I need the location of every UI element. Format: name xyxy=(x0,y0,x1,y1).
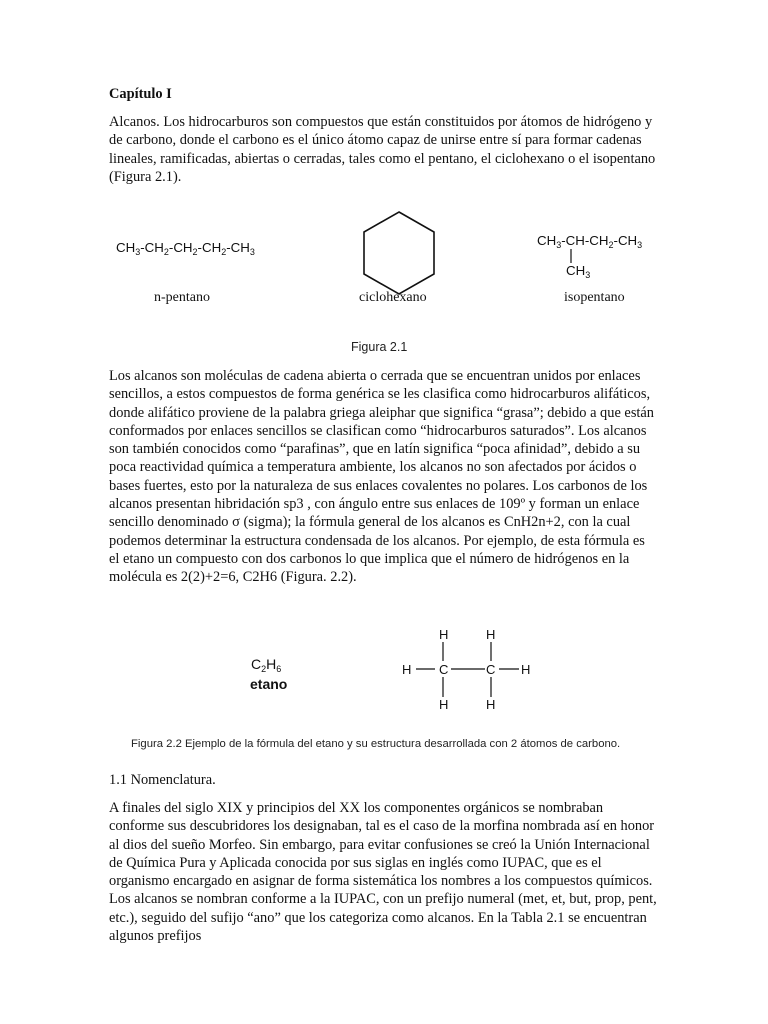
etano-atom-h-bottom-right: H xyxy=(486,697,496,712)
name-n-pentano: n-pentano xyxy=(154,290,210,305)
alkanes-paragraph: Los alcanos son moléculas de cadena abierta o cerrada que se encuentran unidos por enlaces sencillos, a estos compuestos de forma genérica se les clasifica como hidrocarburos alifáticos, donde alifático proviene de la palabra griega aleiphar que significa “grasa”; debido a que están conformados por enlaces sencillos se clasifican como “hidrocarburos saturados”. Los alcanos son también conocidos como “parafinas”, que en latín significa “poca afinidad”, debido a su poca reactividad química a temperatura ambiente, los alcanos no son afectados por ácidos o bases fuertes, esto por la naturaleza de sus enlaces covalentes no polares. Los carbonos de los alcanos presentan hibridación sp3 , con ángulo entre sus enlaces de 109º y forman un enlace sencillo denominado σ (sigma); la fórmula general de los alcanos es CnH2n+2, con la cual podemos determinar la estructura condensada de los alcanos. Por ejemplo, de esta fórmula es el etano un compuesto con dos carbonos lo que implica que el número de hidrógenos en la molécula es 2(2)+2=6, C2H6 (Figura. 2.2). xyxy=(109,368,654,586)
isopentano-formula: $CH_3-CH-CH_2-CH_3$ xyxy=(537,233,643,250)
etano-atom-c-left: C xyxy=(439,662,449,677)
name-ciclohexano: ciclohexano xyxy=(359,290,427,305)
name-isopentano: isopentano xyxy=(564,290,625,305)
intro-paragraph: Alcanos. Los hidrocarburos son compuestos que están constituidos por átomos de hidrógeno y de carbono, donde el carbono es el único átomo capaz de unirse entre sí para formar cadenas lineales, ramificadas, abiertas o cerradas, tales como el pentano, el ciclohexano o el isopentano (Figura 2.1). xyxy=(109,114,656,185)
etano-atom-h-top-right: H xyxy=(486,627,496,642)
etano-label: etano xyxy=(250,676,288,692)
nomenclature-paragraph: A finales del siglo XIX y principios del XX los componentes orgánicos se nombraban conforme sus descubridores los designaban, tal es el caso de la morfina nombrada así en honor al dios del sueño Morfeo. Sin embargo, para evitar confusiones se creó la Unión Internacional de Química Pura y Aplicada conocida por sus siglas en inglés como IUPAC, que es el organismo encargado en asignar de forma sistemática los nombres a los compuestos químicos. Los alcanos se nombran conforme a la IUPAC, con un prefijo numeral (met, et, but, prop, pent, etc.), seguido del sufijo “ano” que los categoriza como alcanos. En la Tabla 2.1 se encuentran algunos prefijos xyxy=(109,800,657,945)
section-heading: 1.1 Nomenclatura. xyxy=(109,772,216,788)
chapter-heading: Capítulo I xyxy=(109,86,172,102)
isopentano-branch-bond xyxy=(566,248,578,264)
cyclohexane-structure xyxy=(356,208,444,300)
etano-atom-h-top-left: H xyxy=(439,627,449,642)
etano-formula: $C_2H_6$ xyxy=(251,656,282,674)
etano-atom-h-right: H xyxy=(521,662,531,677)
figure-2-1-caption: Figura 2.1 xyxy=(351,340,408,354)
isopentano-branch: $CH_3$ xyxy=(566,263,591,280)
etano-atom-h-bottom-left: H xyxy=(439,697,449,712)
n-pentano-formula: $CH_3-CH_2-CH_2-CH_2-CH_3$ xyxy=(116,240,255,257)
etano-atom-c-right: C xyxy=(486,662,496,677)
figure-2-2-caption: Figura 2.2 Ejemplo de la fórmula del etano y su estructura desarrollada con 2 átomos de carbono. xyxy=(131,738,621,750)
etano-atom-h-left: H xyxy=(402,662,412,677)
